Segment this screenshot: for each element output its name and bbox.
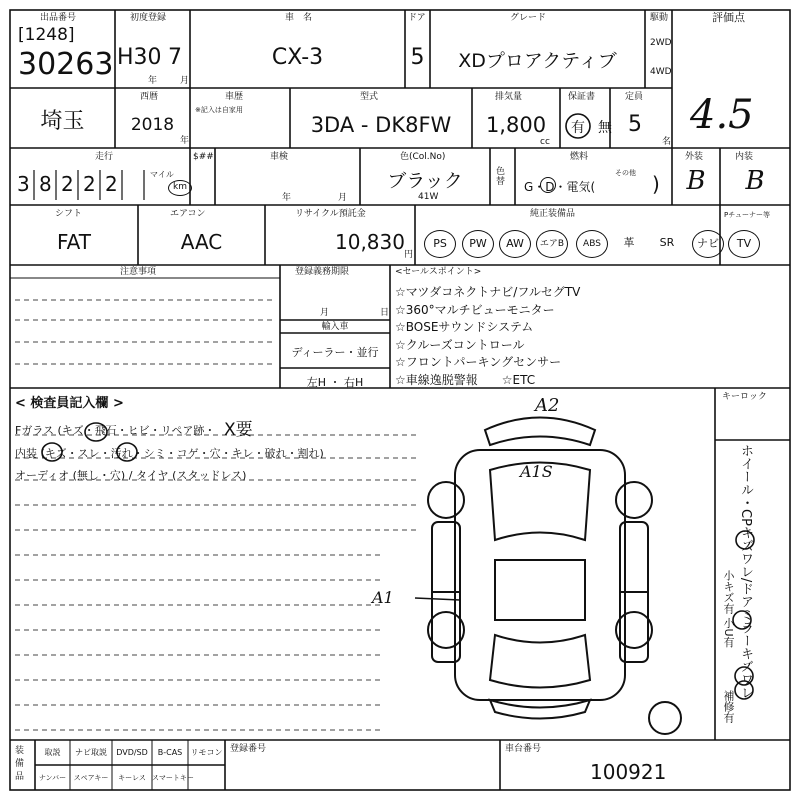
equipment-item: ABS <box>576 230 608 258</box>
drive-4wd: 4WD <box>650 67 672 77</box>
ac-label: エアコン <box>170 209 206 219</box>
model-type-label: 型式 <box>360 92 379 102</box>
side-note3: 補修有 <box>722 690 735 723</box>
inspector-line1: Fガラス (キズ・飛石・ヒビ・リペア跡・ <box>15 424 216 437</box>
sales-point: ☆マツダコネクトナビ/フルセグTV <box>395 285 581 299</box>
region: 埼玉 <box>40 109 85 134</box>
displacement: 1,800 <box>485 113 547 137</box>
sales-label: <セールスポイント> <box>395 267 482 277</box>
interior-label: 内装 <box>735 152 754 162</box>
color-change-label: 色替 <box>496 167 506 187</box>
side-note2: 小キズ有 小U有 <box>722 570 735 648</box>
mileage-digit-3: 2 <box>61 172 74 196</box>
yen-unit: 円 <box>404 250 414 260</box>
fuel-label: 燃料 <box>570 152 589 162</box>
meter-label: $## <box>193 152 214 162</box>
western-year-unit: 年 <box>180 136 190 146</box>
color-no: 41W <box>418 192 439 202</box>
inspector-line3: オーディオ (無し・穴) / タイヤ (スタッドレス) <box>15 469 247 482</box>
footer-item: DVD/SD <box>116 748 148 757</box>
fuel-d-circle <box>540 177 556 193</box>
color-label: 色(Col.No) <box>400 152 446 162</box>
inspector-line1-mark: X要 <box>224 420 253 440</box>
inspection-month-unit: 月 <box>338 193 348 203</box>
tuner-label: Pチューナー等 <box>724 211 771 219</box>
mileage-label: 走行 <box>95 152 114 162</box>
fuel-close: ) <box>652 172 660 196</box>
model-name-label: 車 名 <box>285 13 313 23</box>
lot-small: [1248] <box>18 25 75 45</box>
equipment-item: 革 <box>623 236 635 249</box>
drive-2wd: 2WD <box>650 38 672 48</box>
footer-equip-label: 装備品 <box>15 746 25 782</box>
capacity-unit: 名 <box>662 137 672 147</box>
equipment-label: 純正装備品 <box>530 209 576 219</box>
grade-label: グレード <box>510 13 547 23</box>
equipment-item: PW <box>462 230 494 258</box>
shift-label: シフト <box>55 209 83 219</box>
km-text: km <box>173 182 187 192</box>
era-year: H30 <box>117 45 162 70</box>
exterior: B <box>686 166 706 196</box>
serial-label: 車台番号 <box>505 744 542 754</box>
exterior-label: 外装 <box>685 152 704 162</box>
warranty-label: 保証書 <box>568 92 596 102</box>
equipment-item: SR <box>659 236 675 249</box>
color: ブラック <box>387 170 463 192</box>
mile-text: マイル <box>150 170 174 179</box>
footer-item: キーレス <box>118 774 146 782</box>
import-label: 輸入車 <box>321 322 349 332</box>
model-type: 3DA - DK8FW <box>310 113 452 137</box>
equipment-item: TV <box>728 230 760 258</box>
cc-unit: cc <box>540 137 550 147</box>
inspection-year-unit: 年 <box>282 193 292 203</box>
handle: 左H ・ 右H <box>306 376 364 389</box>
venue-label: 出品番号 <box>40 13 77 23</box>
sales-point: ☆フロントパーキングセンサー <box>395 355 562 369</box>
footer-item: ナンバー <box>38 774 67 782</box>
reg-no-label: 登録番号 <box>230 744 267 754</box>
inspection-label: 車検 <box>270 152 289 162</box>
equipment-item: エアB <box>536 230 568 258</box>
grade: XDプロアクティブ <box>458 50 617 72</box>
warranty-yes: 有 <box>571 120 585 136</box>
doors-label: ドア <box>408 13 426 23</box>
inspector-title: < 検査員記入欄 > <box>15 396 124 411</box>
mark-a1s: A1S <box>520 462 553 481</box>
reg-month-unit: 月 <box>320 308 330 318</box>
side-note: ホイール・CPキズワレ/ドアミラーキズワレ <box>738 444 753 700</box>
doors: 5 <box>410 45 425 70</box>
reg-month: 7 <box>168 45 182 70</box>
capacity-label: 定員 <box>625 92 644 102</box>
western-year: 2018 <box>130 115 175 135</box>
drive-label: 駆動 <box>650 13 669 23</box>
score: 4.5 <box>690 92 754 138</box>
lot-number: 30263 <box>18 47 114 82</box>
footer-item: B-CAS <box>157 748 183 757</box>
sales-point: ☆360°マルチビューモニター <box>395 302 555 317</box>
footer-item: 取説 <box>44 748 61 757</box>
key-label: キーロック <box>722 392 767 402</box>
recycle-label: リサイクル預託金 <box>295 209 366 219</box>
displacement-label: 排気量 <box>495 92 523 102</box>
mark-a2: A2 <box>535 395 560 416</box>
history-label: 車歴 <box>225 92 244 102</box>
interior: B <box>745 166 765 196</box>
reg-day-unit: 日 <box>380 308 390 318</box>
model-name: CX-3 <box>271 45 324 70</box>
sales-point: ☆クルーズコントロール <box>395 337 525 352</box>
history-sub: ※記入は自家用 <box>195 106 243 114</box>
footer-item: ナビ取説 <box>75 748 107 757</box>
recycle: 10,830 <box>335 230 405 254</box>
inspector-line2: 内装 (キズ・スレ・汚れ・シミ・コゲ・穴・キレ・破れ・割れ) <box>15 447 324 460</box>
fuel-options: G・D・電気( <box>524 180 596 194</box>
month-unit: 月 <box>180 76 190 86</box>
western-year-label: 西暦 <box>140 92 159 102</box>
equipment-item: AW <box>499 230 531 258</box>
mileage-digit-1: 3 <box>17 172 30 196</box>
equipment-item: PS <box>424 230 456 258</box>
capacity: 5 <box>628 112 642 137</box>
sales-point: ☆BOSEサウンドシステム <box>395 320 534 334</box>
caution-label: 注意事項 <box>120 267 157 277</box>
ac: AAC <box>180 230 223 254</box>
mileage-digit-4: 2 <box>83 172 96 196</box>
fuel-other: その他 <box>615 169 636 177</box>
first-reg-label: 初度登録 <box>130 13 167 23</box>
warranty-no: 無 <box>598 120 612 136</box>
shift: FAT <box>56 230 91 254</box>
year-unit: 年 <box>148 76 158 86</box>
footer-item: スマートキー <box>152 774 194 782</box>
footer-item: リモコン <box>190 748 223 757</box>
mileage-digit-5: 2 <box>105 172 118 196</box>
mileage-digit-2: 8 <box>39 172 52 196</box>
mark-a1: A1 <box>372 588 394 607</box>
equipment-item: ナビ <box>692 230 724 258</box>
score-label: 評価点 <box>712 11 745 24</box>
registration-label: 登録義務期限 <box>295 267 350 277</box>
sales-point: ☆車線逸脱警報 ☆ETC <box>395 372 536 387</box>
serial: 100921 <box>590 760 667 784</box>
dealer: ディーラー・並行 <box>291 346 379 359</box>
footer-item: スペアキー <box>73 774 109 782</box>
